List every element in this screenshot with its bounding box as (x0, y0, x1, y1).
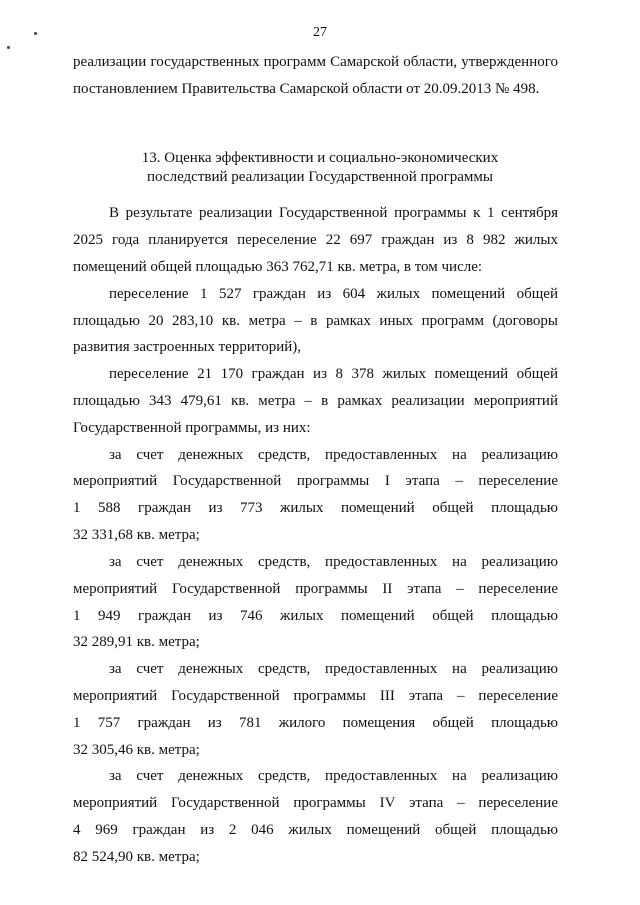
paragraph-line: 1 949 граждан из 746 жилых помещений общей площадью (73, 608, 558, 624)
paragraph-line: 32 305,46 кв. метра; (73, 742, 200, 758)
section-heading: 13. Оценка эффективности и социально-экономических (141, 150, 499, 166)
paragraph-line: площадью 20 283,10 кв. метра – в рамках иных программ (договоры (73, 313, 558, 329)
paragraph-line: за счет денежных средств, предоставленных на реализацию (109, 768, 558, 784)
intro-line: постановлением Правительства Самарской области от 20.09.2013 № 498. (73, 81, 540, 97)
paragraph-line: 1 588 граждан из 773 жилых помещений общей площадью (73, 500, 558, 516)
paragraph-line: развития застроенных территорий), (73, 339, 302, 355)
paragraph-line: 2025 года планируется переселение 22 697 граждан из 8 982 жилых (73, 232, 558, 248)
paragraph-line: за счет денежных средств, предоставленных на реализацию (109, 554, 558, 570)
paragraph-line: помещений общей площадью 363 762,71 кв. метра, в том числе: (73, 259, 483, 275)
paragraph-line: 32 331,68 кв. метра; (73, 527, 200, 543)
paragraph-line: мероприятий Государственной программы IV этапа – переселение (73, 795, 558, 811)
paragraph-line: Государственной программы, из них: (73, 420, 311, 436)
paragraph-line: переселение 21 170 граждан из 8 378 жилых помещений общей (109, 366, 558, 382)
paragraph-line: 4 969 граждан из 2 046 жилых помещений общей площадью (73, 822, 558, 838)
paragraph-line: 1 757 граждан из 781 жилого помещения общей площадью (73, 715, 558, 731)
intro-line: реализации государственных программ Самарской области, утвержденного (73, 54, 558, 70)
paragraph-line: 32 289,91 кв. метра; (73, 634, 200, 650)
paragraph-line: площадью 343 479,61 кв. метра – в рамках реализации мероприятий (73, 393, 558, 409)
page-number: 27 (313, 25, 327, 40)
paragraph-line: 82 524,90 кв. метра; (73, 849, 200, 865)
scan-dot-mark (7, 46, 10, 49)
paragraph-line: мероприятий Государственной программы II этапа – переселение (73, 581, 558, 597)
paragraph-line: мероприятий Государственной программы I этапа – переселение (73, 473, 558, 489)
paragraph-line: мероприятий Государственной программы III этапа – переселение (73, 688, 558, 704)
section-heading: последствий реализации Государственной программы (147, 169, 493, 185)
paragraph-line: В результате реализации Государственной программы к 1 сентября (109, 205, 558, 221)
paragraph-line: за счет денежных средств, предоставленных на реализацию (109, 447, 558, 463)
paragraph-line: за счет денежных средств, предоставленных на реализацию (109, 661, 558, 677)
paragraph-line: переселение 1 527 граждан из 604 жилых помещений общей (109, 286, 558, 302)
